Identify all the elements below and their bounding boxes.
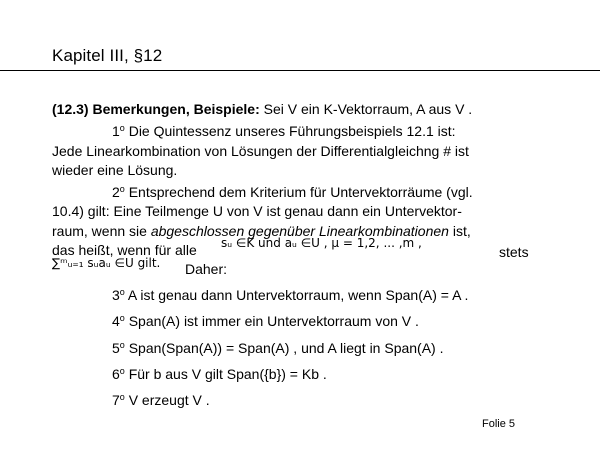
item-2-line-2: 10.4) gilt: Eine Teilmenge U von V ist genau dann ein Untervektor- [52,203,462,220]
item-2-sum: ∑ᵐᵤ₌₁ sᵤaᵤ ∈U gilt. [52,256,161,271]
item-1-degree: o [119,123,125,134]
item-2-daher: Daher: [185,261,228,278]
item-5-degree: o [119,339,125,350]
item-1-text-1: Die Quintessenz unseres Führungsbeispiels 12.1 ist: [124,123,456,140]
item-6 [52,362,572,384]
item-7 [52,388,572,410]
heading-line [52,100,572,119]
item-3-degree: o [119,287,125,298]
item-2-stets: stets [499,244,529,261]
item-3-text: A ist genau dann Untervektorraum, wenn Span(A) = A . [124,287,469,304]
item-5-text: Span(Span(A)) = Span(A) , und A liegt in Span(A) . [124,339,444,356]
item-3-number: 3 [112,287,120,304]
item-1-line-1 [52,119,572,141]
item-2-degree: o [119,184,125,195]
item-6-number: 6 [112,365,120,382]
slide-body [52,100,572,411]
item-1-number: 1 [112,123,120,140]
item-4-number: 4 [112,313,120,330]
item-7-number: 7 [112,392,120,409]
title-divider [0,70,600,71]
item-4-text: Span(A) ist immer ein Untervektorraum von V . [124,313,419,330]
item-2-emphasis: abgeschlossen gegenüber Linearkombinationen [150,222,449,239]
item-2-text-4: das heißt, wenn für alle [52,242,197,259]
item-7-degree: o [119,392,125,403]
item-2-text-3-post: ist, [448,222,471,239]
item-2-text-3-pre: raum, wenn sie [52,222,151,239]
item-2-line-1 [52,180,572,202]
item-7-text: V erzeugt V . [124,392,210,409]
heading-label: (12.3) Bemerkungen, Beispiele: [52,101,260,117]
item-4-degree: o [119,313,125,324]
item-3 [52,283,572,305]
item-4 [52,309,572,331]
item-1-line-3: wieder eine Lösung. [52,161,178,178]
item-2-condition: sᵤ ∈K und aᵤ ∈U , μ = 1,2, ... ,m , [221,236,422,251]
item-5 [52,336,572,358]
item-1-line-2: Jede Linearkombination von Lösungen der Differentialgleichng # ist [52,142,469,159]
item-6-degree: o [119,365,125,376]
item-2-line-5 [52,256,572,279]
item-5-number: 5 [112,339,120,356]
heading-text: Sei V ein K-Vektorraum, A aus V . [259,101,473,117]
slide-title: Kapitel III, §12 [52,46,163,65]
item-6-text: Für b aus V gilt Span({b}) = Kb . [124,365,327,382]
item-2-number: 2 [112,184,120,201]
slide-number: Folie 5 [482,418,516,430]
item-2-text-1: Entsprechend dem Kriterium für Untervektorräume (vgl. [124,184,473,201]
